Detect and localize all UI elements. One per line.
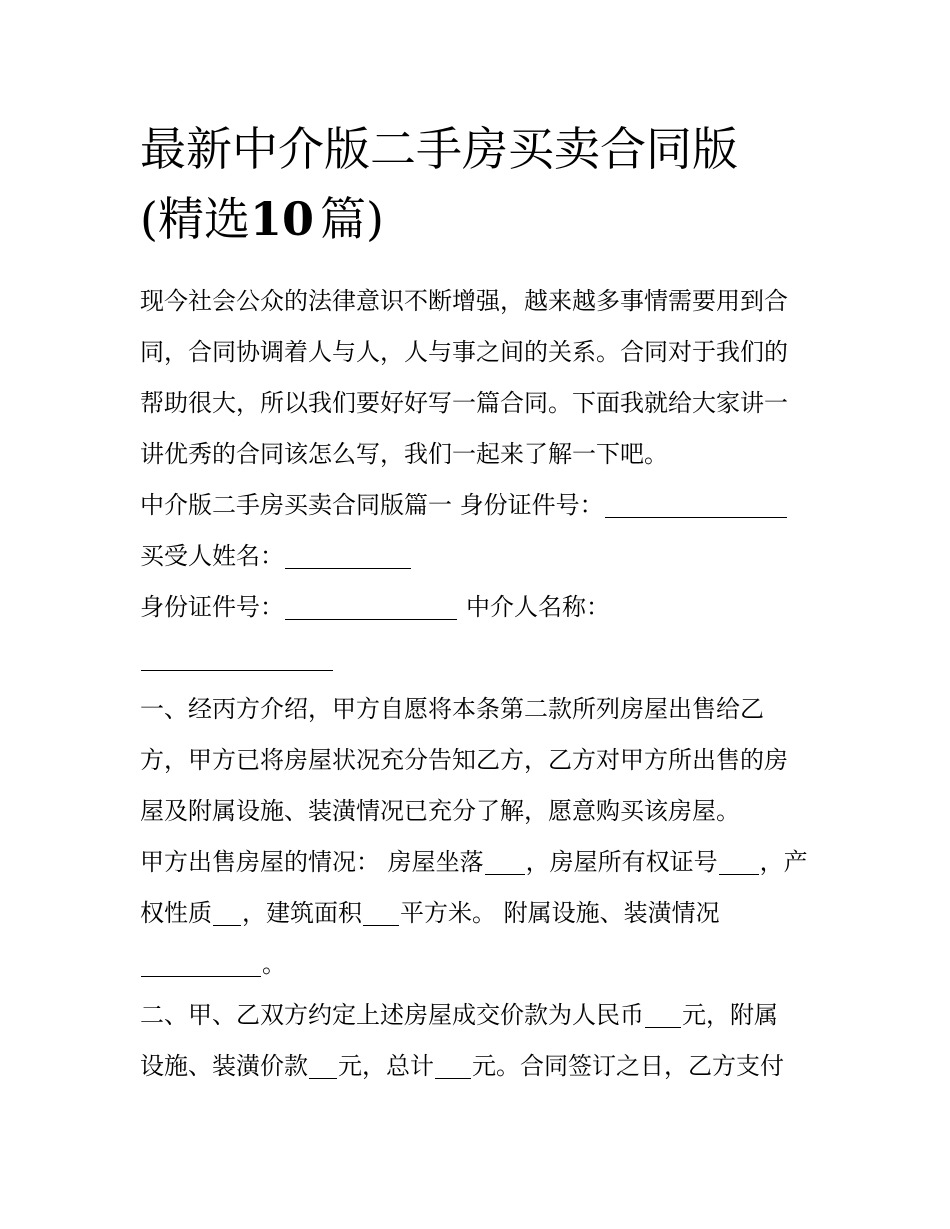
section-1-heading-line [140, 480, 820, 531]
clause-2-line-2 [140, 1041, 820, 1092]
buyer-name-line [140, 531, 820, 582]
intro-line: 讲优秀的合同该怎么写，我们一起来了解一下吧。 [140, 440, 668, 468]
clause-2-line-1 [140, 990, 820, 1041]
agent-name-blank [141, 669, 333, 671]
area-blank [363, 924, 399, 926]
total-blank [435, 1077, 471, 1079]
house-info-line-1 [140, 837, 820, 888]
clause-2-text: 二、甲、乙双方约定上述房屋成交价款为人民币 [140, 1001, 644, 1029]
house-info-text: ，建筑面积 [242, 899, 362, 927]
house-info-text: ，房屋所有权证号 [525, 848, 718, 876]
agent-name-label: 中介人名称： [466, 593, 610, 621]
house-info-text: 平方米。 附属设施、装潢情况 [400, 899, 720, 927]
intro-line: 现今社会公众的法律意识不断增强，越来越多事情需要用到合 [140, 287, 788, 315]
property-nature-blank [213, 924, 241, 926]
id-number-blank [605, 516, 787, 518]
house-info-line-3 [140, 939, 820, 990]
house-info-text: 。 [262, 950, 286, 978]
certificate-blank [719, 873, 759, 875]
price-blank [645, 1026, 681, 1028]
house-info-text: ，产 [759, 848, 808, 876]
clause-1-line: 一、经丙方介绍，甲方自愿将本条第二款所列房屋出售给乙 [140, 695, 764, 723]
decoration-price-blank [309, 1077, 337, 1079]
buyer-name-blank [285, 567, 411, 569]
buyer-name-label: 买受人姓名： [140, 542, 284, 570]
agent-name-line [140, 633, 820, 684]
title-count: 10 [249, 192, 314, 246]
title-prefix: (精选 [140, 192, 250, 246]
house-info-text: 甲方出售房屋的情况： 房屋坐落 [140, 848, 484, 876]
buyer-id-line [140, 582, 820, 633]
clause-2-text: 元，附属 [682, 1001, 778, 1029]
title-line-1: 最新中介版二手房买卖合同版 [140, 122, 738, 176]
clause-1-line: 方，甲方已将房屋状况充分告知乙方，乙方对甲方所出售的房 [140, 746, 788, 774]
title-suffix: 篇) [319, 192, 384, 246]
title-line-2 [140, 184, 840, 254]
location-blank [485, 873, 525, 875]
house-info-text: 权性质 [140, 899, 212, 927]
section-1-heading: 中介版二手房买卖合同版篇一 身份证件号： [140, 491, 604, 519]
clause-2-text: 设施、装潢价款 [140, 1052, 308, 1080]
clause-2-text: 元。合同签订之日，乙方支付 [472, 1052, 784, 1080]
clause-2-text: 元，总计 [338, 1052, 434, 1080]
intro-line: 帮助很大，所以我们要好好写一篇合同。下面我就给大家讲一 [140, 389, 788, 417]
document-title [140, 114, 840, 254]
document-body [140, 276, 820, 1092]
house-info-line-2 [140, 888, 820, 939]
intro-line: 同，合同协调着人与人，人与事之间的关系。合同对于我们的 [140, 338, 788, 366]
clause-1-line: 屋及附属设施、装潢情况已充分了解，愿意购买该房屋。 [140, 797, 740, 825]
decoration-blank [141, 975, 261, 977]
buyer-id-label: 身份证件号： [140, 593, 284, 621]
buyer-id-blank [285, 618, 457, 620]
